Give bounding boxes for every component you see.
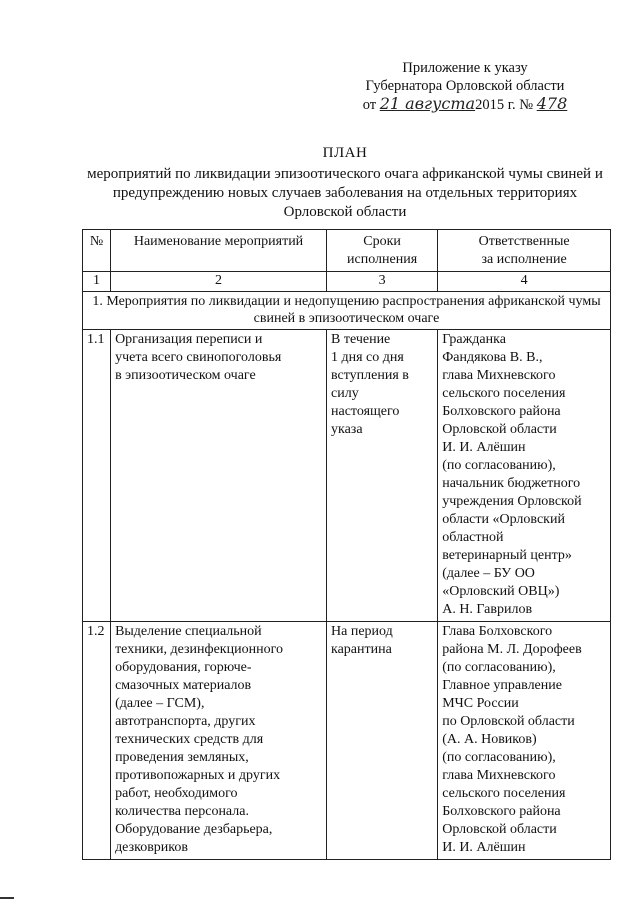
document-title xyxy=(80,144,610,222)
row-responsible: Гражданка Фандякова В. В., глава Михневского сельского поселения Болховского района Орловской области И. И. Алёшин (по согласованию), начальник бюджетного учреждения Орловской области «Орловский областной ветеринарный центр» (далее – БУ ОО «Орловский ОВЦ») А. Н. Гаврилов xyxy=(438,330,611,622)
table-row xyxy=(83,330,611,622)
appendix-block xyxy=(340,59,590,114)
appendix-line-1: Приложение к указу xyxy=(402,60,528,76)
row-number: 1.2 xyxy=(83,622,111,860)
header-terms: Сроки исполнения xyxy=(327,230,438,272)
appendix-date-line xyxy=(340,95,590,114)
handwritten-number: 478 xyxy=(536,94,568,113)
section-title: 1. Мероприятия по ликвидации и недопущению распространения африканской чумы свиней в эпизоотическом очаге xyxy=(83,292,611,330)
appendix-line-2: Губернатора Орловской области xyxy=(365,78,565,94)
column-number: 3 xyxy=(327,272,438,292)
header-number: № xyxy=(83,230,111,272)
row-term: На период карантина xyxy=(327,622,438,860)
measures-table xyxy=(82,229,611,860)
header-responsible: Ответственные за исполнение xyxy=(438,230,611,272)
row-measure: Выделение специальной техники, дезинфекционного оборудования, горюче- смазочных материалов (далее – ГСМ), автотранспорта, других технических средств для проведения земляных, противопожарных и других работ, необходимого количества персонала. Оборудование дезбарьера, дезковриков xyxy=(111,622,327,860)
row-number: 1.1 xyxy=(83,330,111,622)
handwritten-date: 21 августа xyxy=(379,94,476,113)
table-row xyxy=(83,622,611,860)
column-number: 2 xyxy=(111,272,327,292)
row-term: В течение 1 дня со дня вступления в силу настоящего указа xyxy=(327,330,438,622)
year-text: 2015 г. № xyxy=(475,97,534,113)
column-number: 1 xyxy=(83,272,111,292)
plan-heading: ПЛАН xyxy=(322,145,368,161)
row-responsible: Глава Болховского района М. Л. Дорофеев (по согласованию), Главное управление МЧС России по Орловской области (А. А. Новиков) (по согласованию), глава Михневского сельского поселения Болховского района Орловской области И. И. Алёшин xyxy=(438,622,611,860)
plan-subtitle: мероприятий по ликвидации эпизоотического очага африканской чумы свиней и предупреждению новых случаев заболевания на отдельных территориях Орловской области xyxy=(87,166,603,220)
section-row xyxy=(83,292,611,330)
column-number: 4 xyxy=(438,272,611,292)
row-measure: Организация переписи и учета всего свинопоголовья в эпизоотическом очаге xyxy=(111,330,327,622)
page-edge-mark xyxy=(0,897,14,899)
column-number-row xyxy=(83,272,611,292)
date-prefix: от xyxy=(362,97,377,113)
table-header-row xyxy=(83,230,611,272)
header-measures: Наименование мероприятий xyxy=(111,230,327,272)
